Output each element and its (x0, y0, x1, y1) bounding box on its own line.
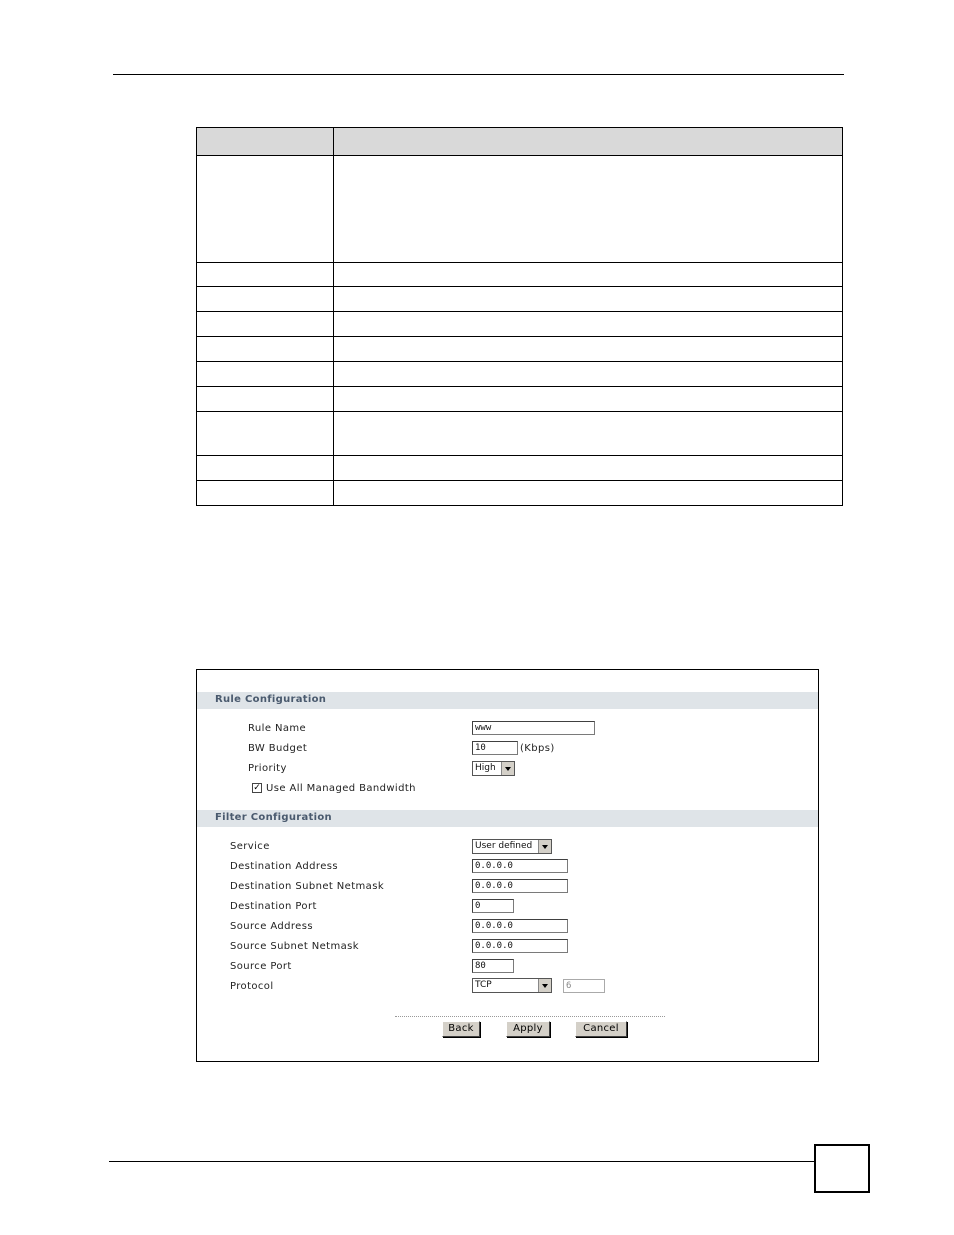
protocol-select-value: TCP (475, 980, 492, 990)
reference-table (196, 127, 843, 506)
bw-budget-unit: (Kbps) (520, 743, 555, 754)
filter-configuration-title: Filter Configuration (215, 812, 332, 823)
service-select[interactable] (472, 839, 552, 854)
service-select-value: User defined (475, 841, 533, 851)
chevron-down-icon (501, 762, 514, 775)
table-row (197, 456, 843, 481)
source-address-label: Source Address (230, 921, 313, 932)
destination-address-input[interactable]: 0.0.0.0 (472, 859, 568, 873)
apply-button[interactable]: Apply (506, 1021, 550, 1037)
chevron-down-icon (538, 840, 551, 853)
use-all-bandwidth-label: Use All Managed Bandwidth (266, 783, 416, 794)
destination-netmask-label: Destination Subnet Netmask (230, 881, 385, 892)
bw-budget-label: BW Budget (248, 743, 308, 754)
table-row (197, 481, 843, 506)
filter-configuration-header (197, 810, 818, 827)
rule-configuration-title: Rule Configuration (215, 694, 327, 705)
use-all-bandwidth-checkbox[interactable]: ✓ (253, 783, 261, 793)
table-row (197, 412, 843, 456)
source-port-label: Source Port (230, 961, 292, 972)
priority-select-value: High (475, 763, 496, 773)
destination-port-input[interactable]: 0 (472, 899, 514, 913)
table-row (197, 156, 843, 263)
cancel-button[interactable]: Cancel (575, 1021, 627, 1037)
source-port-input[interactable]: 80 (472, 959, 514, 973)
table-row (197, 287, 843, 312)
rule-name-label: Rule Name (248, 723, 307, 734)
source-netmask-label: Source Subnet Netmask (230, 941, 359, 952)
source-address-input[interactable]: 0.0.0.0 (472, 919, 568, 933)
table-row (197, 312, 843, 337)
page-number-box (814, 1144, 870, 1193)
protocol-select[interactable] (472, 978, 552, 993)
back-button[interactable]: Back (442, 1021, 480, 1037)
rule-name-input[interactable]: www (472, 721, 595, 735)
table-row (197, 362, 843, 387)
service-label: Service (230, 841, 270, 852)
table-header-row (197, 128, 843, 156)
button-divider (395, 1016, 665, 1017)
priority-select[interactable] (472, 761, 515, 776)
rule-configuration-header (197, 692, 818, 709)
destination-address-label: Destination Address (230, 861, 338, 872)
protocol-number-input: 6 (563, 979, 605, 993)
footer-rule (109, 1161, 815, 1162)
bw-budget-input[interactable]: 10 (472, 741, 518, 755)
source-netmask-input[interactable]: 0.0.0.0 (472, 939, 568, 953)
priority-label: Priority (248, 763, 287, 774)
header-rule (113, 74, 844, 75)
table-row (197, 387, 843, 412)
chevron-down-icon (538, 979, 551, 992)
table-row (197, 263, 843, 287)
protocol-label: Protocol (230, 981, 274, 992)
rule-edit-screenshot (196, 669, 819, 1062)
destination-port-label: Destination Port (230, 901, 317, 912)
table-row (197, 337, 843, 362)
destination-netmask-input[interactable]: 0.0.0.0 (472, 879, 568, 893)
